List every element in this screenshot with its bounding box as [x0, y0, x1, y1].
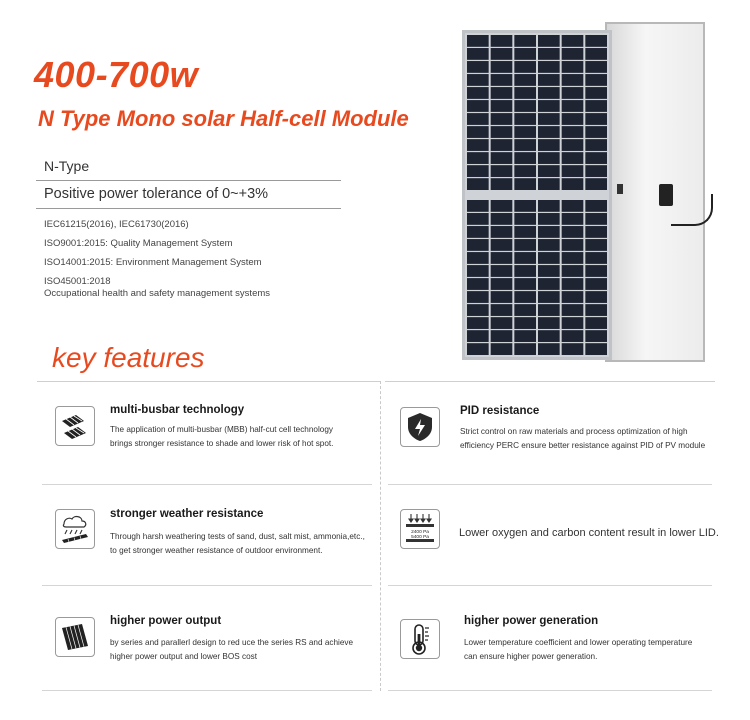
solar-cell	[562, 113, 584, 125]
solar-cell	[585, 239, 607, 251]
solar-cell	[538, 61, 560, 73]
solar-cell	[585, 252, 607, 264]
solar-cell	[538, 317, 560, 329]
solar-cell	[514, 200, 536, 212]
row-divider	[388, 585, 712, 586]
module-type-title: N Type Mono solar Half-cell Module	[38, 106, 409, 131]
feature-desc: Lower oxygen and carbon content result in lower LID.	[459, 527, 719, 539]
solar-cell	[491, 152, 513, 164]
solar-cell	[538, 113, 560, 125]
solar-cell	[538, 87, 560, 99]
cert-ohs: Occupational health and safety management systems	[44, 288, 271, 299]
solar-cell	[562, 126, 584, 138]
solar-cell	[538, 126, 560, 138]
solar-cell	[467, 152, 489, 164]
solar-cell	[514, 317, 536, 329]
load-icon	[400, 509, 440, 549]
solar-cell	[538, 265, 560, 277]
solar-panel-back-image	[605, 22, 705, 362]
feature-desc: brings stronger resistance to shade and lower risk of hot spot.	[110, 439, 334, 448]
solar-cell	[491, 126, 513, 138]
solar-cell	[491, 100, 513, 112]
solar-cell	[562, 252, 584, 264]
solar-cell	[491, 278, 513, 290]
solar-cell	[585, 213, 607, 225]
solar-cell	[514, 291, 536, 303]
solar-cell	[514, 165, 536, 177]
row-divider	[42, 585, 372, 586]
solar-cell	[538, 239, 560, 251]
feature-title: multi-busbar technology	[110, 404, 245, 416]
solar-cell	[538, 100, 560, 112]
solar-cell	[514, 48, 536, 60]
solar-cell	[491, 200, 513, 212]
column-divider	[380, 381, 381, 691]
solar-panel-front-image	[462, 30, 612, 360]
solar-cell	[491, 74, 513, 86]
solar-cell	[467, 317, 489, 329]
feature-desc: The application of multi-busbar (MBB) half-cut cell technology	[110, 425, 333, 434]
solar-cell	[514, 100, 536, 112]
solar-cell	[467, 61, 489, 73]
solar-cell	[562, 226, 584, 238]
solar-cell	[585, 165, 607, 177]
solar-cell	[585, 74, 607, 86]
feature-title: higher power generation	[464, 615, 599, 627]
cert-iso9001: ISO9001:2015: Quality Management System	[44, 238, 233, 249]
solar-cell	[538, 291, 560, 303]
row-divider	[388, 484, 712, 485]
feature-desc: Lower temperature coefficient and lower operating temperature	[464, 638, 693, 647]
solar-cell	[562, 200, 584, 212]
solar-cell	[538, 278, 560, 290]
solar-cell	[585, 200, 607, 212]
solar-cell	[467, 87, 489, 99]
solar-cell	[514, 213, 536, 225]
solar-cell	[585, 87, 607, 99]
divider	[36, 208, 341, 209]
solar-cell	[562, 139, 584, 151]
solar-cell	[538, 165, 560, 177]
solar-cell	[562, 152, 584, 164]
solar-cell	[585, 278, 607, 290]
solar-cell	[562, 239, 584, 251]
solar-cell	[467, 265, 489, 277]
feature-title: PID resistance	[460, 405, 540, 417]
solar-cell	[491, 87, 513, 99]
shield-icon	[400, 407, 440, 447]
solar-cell	[562, 165, 584, 177]
solar-cell	[491, 265, 513, 277]
solar-cell	[585, 61, 607, 73]
row-divider	[42, 690, 372, 691]
power-range-title: 400-700w	[34, 54, 199, 95]
panel-icon	[55, 617, 95, 657]
solar-cell	[467, 278, 489, 290]
solar-cell	[514, 226, 536, 238]
solar-cell	[585, 152, 607, 164]
solar-cell	[467, 252, 489, 264]
solar-cell	[538, 226, 560, 238]
cert-iso14001: ISO14001:2015: Environment Management System	[44, 257, 262, 268]
solar-cell	[467, 213, 489, 225]
solar-cell	[491, 239, 513, 251]
row-divider	[388, 690, 712, 691]
load-bottom-label: 5400 Pa	[411, 535, 429, 540]
feature-title: stronger weather resistance	[110, 508, 264, 520]
solar-cell	[514, 278, 536, 290]
solar-cell	[538, 330, 560, 342]
solar-cell	[467, 35, 489, 47]
solar-cell	[562, 87, 584, 99]
solar-cell	[491, 291, 513, 303]
solar-cell	[585, 343, 607, 355]
solar-cell	[514, 139, 536, 151]
solar-cell	[491, 113, 513, 125]
thermometer-icon	[400, 619, 440, 659]
solar-cell	[491, 165, 513, 177]
solar-cell	[514, 35, 536, 47]
solar-cell	[562, 278, 584, 290]
solar-cell	[562, 178, 584, 190]
solar-cell	[538, 200, 560, 212]
feature-desc: can ensure higher power generation.	[464, 652, 598, 661]
solar-cell	[562, 343, 584, 355]
solar-cell	[491, 48, 513, 60]
solar-cell	[491, 61, 513, 73]
weather-icon	[55, 509, 95, 549]
solar-cell	[562, 35, 584, 47]
feature-desc: Strict control on raw materials and process optimization of high	[460, 427, 688, 436]
solar-cell	[585, 35, 607, 47]
solar-cell	[514, 126, 536, 138]
solar-cell	[514, 87, 536, 99]
solar-cell	[491, 252, 513, 264]
solar-cell	[585, 304, 607, 316]
solar-cell	[585, 139, 607, 151]
solar-cell	[562, 265, 584, 277]
solar-cell	[467, 291, 489, 303]
divider	[385, 381, 715, 382]
solar-cell	[467, 139, 489, 151]
solar-cell	[538, 178, 560, 190]
solar-cell	[585, 291, 607, 303]
solar-cell	[491, 35, 513, 47]
solar-cell	[562, 304, 584, 316]
solar-cell	[585, 126, 607, 138]
solar-cell	[538, 139, 560, 151]
solar-cell	[585, 113, 607, 125]
solar-cell	[538, 48, 560, 60]
solar-cell	[467, 330, 489, 342]
solar-cell	[514, 61, 536, 73]
solar-cell	[467, 165, 489, 177]
solar-cell	[585, 330, 607, 342]
feature-desc: Through harsh weathering tests of sand, dust, salt mist, ammonia,etc.,	[110, 532, 365, 541]
solar-cell	[514, 74, 536, 86]
solar-cell	[538, 35, 560, 47]
solar-cell	[585, 178, 607, 190]
solar-cell	[491, 178, 513, 190]
solar-cell	[514, 330, 536, 342]
solar-cell	[467, 304, 489, 316]
solar-cell	[562, 213, 584, 225]
solar-cell	[538, 74, 560, 86]
solar-cell	[562, 100, 584, 112]
solar-cell	[467, 126, 489, 138]
solar-cell	[562, 291, 584, 303]
solar-cell	[562, 330, 584, 342]
solar-cell	[467, 178, 489, 190]
solar-cell	[538, 343, 560, 355]
solar-cell	[538, 152, 560, 164]
row-divider	[42, 484, 372, 485]
cert-iec: IEC61215(2016), IEC61730(2016)	[44, 219, 189, 230]
divider	[36, 180, 341, 181]
solar-cell	[467, 48, 489, 60]
solar-cell	[467, 200, 489, 212]
solar-cell	[538, 304, 560, 316]
cert-iso45001: ISO45001:2018	[44, 276, 111, 287]
solar-cell	[491, 330, 513, 342]
solar-cell	[514, 252, 536, 264]
load-top-label: 2400 Pa	[411, 530, 429, 535]
solar-cell	[491, 226, 513, 238]
feature-desc: to get stronger weather resistance of outdoor environment.	[110, 546, 323, 555]
solar-cell	[538, 252, 560, 264]
solar-cell	[467, 343, 489, 355]
solar-cell	[514, 239, 536, 251]
solar-cell	[467, 239, 489, 251]
solar-cell	[514, 304, 536, 316]
solar-cell	[562, 74, 584, 86]
spec-n-type: N-Type	[44, 158, 90, 174]
solar-cell	[538, 213, 560, 225]
key-features-title: key features	[52, 342, 205, 373]
solar-cell	[514, 343, 536, 355]
solar-cell	[467, 226, 489, 238]
solar-cell	[514, 152, 536, 164]
solar-cell	[491, 343, 513, 355]
spec-power-tolerance: Positive power tolerance of 0~+3%	[44, 186, 269, 202]
solar-cell	[514, 265, 536, 277]
solar-cell	[467, 100, 489, 112]
solar-cell	[491, 139, 513, 151]
solar-cell	[585, 100, 607, 112]
solar-cell	[491, 213, 513, 225]
solar-cell	[467, 113, 489, 125]
solar-cell	[514, 113, 536, 125]
solar-cell	[562, 61, 584, 73]
divider	[37, 381, 380, 382]
solar-cell	[585, 265, 607, 277]
solar-cell	[467, 74, 489, 86]
multi-busbar-icon	[55, 406, 95, 446]
feature-desc: higher power output and lower BOS cost	[110, 652, 258, 661]
solar-cell	[585, 48, 607, 60]
solar-cell	[562, 317, 584, 329]
solar-cell	[562, 48, 584, 60]
solar-cell	[491, 317, 513, 329]
feature-desc: efficiency PERC ensure better resistance against PID of PV module	[460, 441, 706, 450]
feature-title: higher power output	[110, 615, 222, 627]
solar-cell	[491, 304, 513, 316]
solar-cell	[585, 226, 607, 238]
solar-cell	[585, 317, 607, 329]
feature-desc: by series and parallerl design to red uce the series RS and achieve	[110, 638, 354, 647]
solar-cell	[514, 178, 536, 190]
